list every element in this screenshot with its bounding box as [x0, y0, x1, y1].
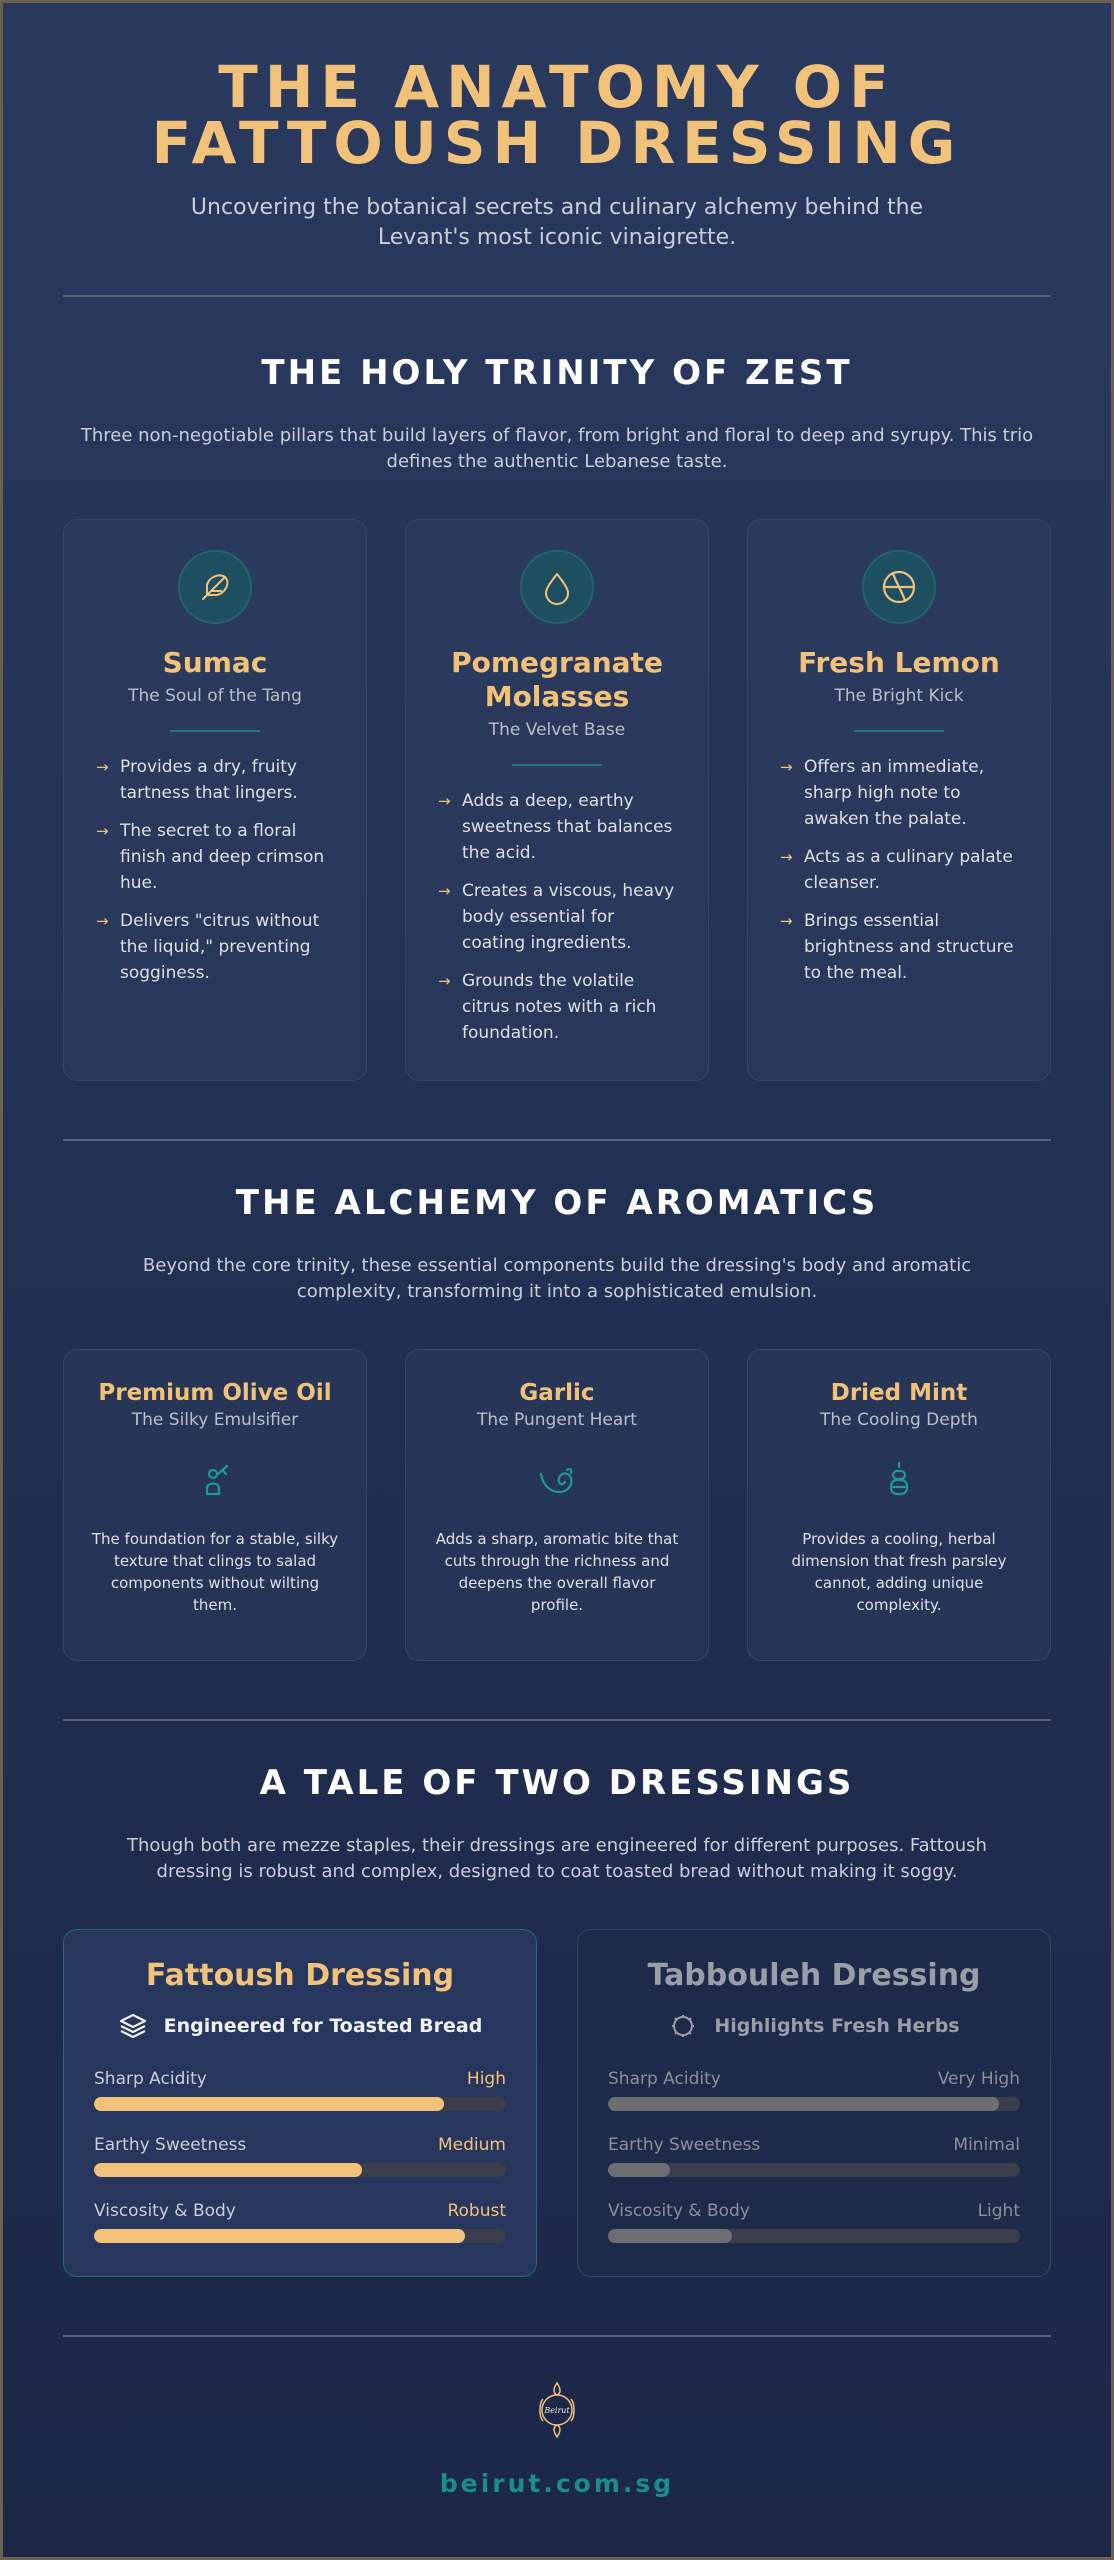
- metric-value: Minimal: [953, 2135, 1020, 2155]
- citrus-slice-icon: [862, 550, 936, 624]
- metric-bar: [94, 2229, 506, 2243]
- metric-label: Viscosity & Body: [608, 2201, 750, 2221]
- svg-text:Beirut: Beirut: [544, 2406, 570, 2415]
- trinity-card-pomegranate-molasses: [405, 519, 709, 1081]
- section-intro-aromatics: Beyond the core trinity, these essential components build the dressing's body and aromatic complexity, transforming it into a sophisticated emulsion.: [142, 1255, 972, 1302]
- list-item: → Adds a deep, earthy sweetness that balances the acid.: [438, 788, 678, 866]
- aromatic-name: Garlic: [519, 1380, 595, 1406]
- list-item: → Acts as a culinary palate cleanser.: [780, 844, 1020, 896]
- metric-viscosity-body: [94, 2201, 506, 2243]
- aromatic-card-olive-oil: [63, 1349, 367, 1661]
- list-item: → Brings essential brightness and structure to the meal.: [780, 908, 1020, 986]
- dressing-name: Fattoush Dressing: [145, 1958, 455, 1993]
- olive-oil-icon: [195, 1460, 235, 1500]
- section-intro-trinity: Three non-negotiable pillars that build layers of flavor, from bright and floral to deep and syrupy. This trio defines the authentic Lebanese taste.: [80, 425, 1034, 472]
- metric-earthy-sweetness: [94, 2135, 506, 2177]
- ingredient-name: Fresh Lemon: [798, 646, 1000, 679]
- list-item: → Delivers "citrus without the liquid," preventing sogginess.: [96, 908, 336, 986]
- card-rule: [854, 730, 944, 732]
- metric-value: Robust: [447, 2201, 506, 2221]
- page: [3, 3, 1111, 2557]
- card-rule: [170, 730, 260, 732]
- list-item: → Offers an immediate, sharp high note to awaken the palate.: [780, 754, 1020, 832]
- metric-fill: [94, 2097, 444, 2111]
- aromatic-description: Adds a sharp, aromatic bite that cuts through the richness and deepens the overall flavor profile.: [435, 1530, 679, 1614]
- metric-label: Earthy Sweetness: [94, 2135, 247, 2155]
- main-title: [3, 53, 1111, 177]
- list-item: → Creates a viscous, heavy body essential for coating ingredients.: [438, 878, 678, 956]
- metric-sharp-acidity: [94, 2069, 506, 2111]
- section-divider: [63, 1139, 1051, 1141]
- metric-earthy-sweetness: [608, 2135, 1020, 2177]
- aromatic-description: Provides a cooling, herbal dimension that fresh parsley cannot, adding unique complexity.: [791, 1530, 1007, 1614]
- layers-icon: [118, 2011, 148, 2041]
- metric-value: Medium: [438, 2135, 506, 2155]
- aromatic-tagline: The Pungent Heart: [477, 1410, 637, 1430]
- metric-fill: [608, 2163, 670, 2177]
- dressing-subtitle: Highlights Fresh Herbs: [608, 2011, 1020, 2041]
- metric-viscosity-body: [608, 2201, 1020, 2243]
- metric-fill: [608, 2229, 732, 2243]
- section-divider: [63, 295, 1051, 297]
- ingredient-tagline: The Bright Kick: [834, 686, 964, 706]
- main-subtitle: Uncovering the botanical secrets and culinary alchemy behind the Levant's most iconic vinaigrette.: [190, 195, 924, 250]
- metric-label: Sharp Acidity: [608, 2069, 721, 2089]
- aromatic-tagline: The Silky Emulsifier: [131, 1410, 299, 1430]
- section-divider: [63, 2335, 1051, 2337]
- mint-leaves-icon: [879, 1460, 919, 1500]
- ingredient-name: Sumac: [162, 646, 268, 679]
- aromatic-card-dried-mint: [747, 1349, 1051, 1661]
- metric-fill: [94, 2163, 362, 2177]
- footer-site-link[interactable]: beirut.com.sg: [439, 2469, 675, 2498]
- metric-fill: [608, 2097, 999, 2111]
- herb-wreath-icon: [668, 2011, 698, 2041]
- aromatic-card-garlic: [405, 1349, 709, 1661]
- metric-label: Viscosity & Body: [94, 2201, 236, 2221]
- main-title-line2: FATTOUSH DRESSING: [151, 109, 963, 177]
- ingredient-points: [406, 788, 708, 1046]
- section-title-aromatics: THE ALCHEMY OF AROMATICS: [235, 1183, 879, 1223]
- metric-bar: [608, 2229, 1020, 2243]
- metric-value: High: [466, 2069, 506, 2089]
- dressing-subtitle: Engineered for Toasted Bread: [94, 2011, 506, 2041]
- trinity-card-fresh-lemon: [747, 519, 1051, 1081]
- metric-label: Sharp Acidity: [94, 2069, 207, 2089]
- metric-sharp-acidity: [608, 2069, 1020, 2111]
- ingredient-points: [748, 754, 1050, 986]
- metric-bar: [608, 2097, 1020, 2111]
- section-divider: [63, 1719, 1051, 1721]
- aromatic-name: Dried Mint: [830, 1380, 968, 1406]
- metric-value: Very High: [937, 2069, 1020, 2089]
- header: [3, 53, 1111, 253]
- list-item: → Provides a dry, fruity tartness that lingers.: [96, 754, 336, 806]
- metric-bar: [94, 2163, 506, 2177]
- aromatic-name: Premium Olive Oil: [98, 1380, 332, 1406]
- main-title-line1: THE ANATOMY OF: [218, 53, 896, 121]
- ingredient-tagline: The Velvet Base: [488, 720, 626, 740]
- dressing-name: Tabbouleh Dressing: [647, 1958, 981, 1993]
- dressing-card-fattoush: [63, 1929, 537, 2277]
- aromatic-description: The foundation for a stable, silky texture that clings to salad components without wilting them.: [91, 1530, 339, 1614]
- ingredient-points: [64, 754, 366, 986]
- section-title-comparison: A TALE OF TWO DRESSINGS: [259, 1763, 855, 1803]
- trinity-card-sumac: [63, 519, 367, 1081]
- list-item: → The secret to a floral finish and deep crimson hue.: [96, 818, 336, 896]
- droplet-icon: [520, 550, 594, 624]
- feather-icon: [178, 550, 252, 624]
- metric-value: Light: [977, 2201, 1020, 2221]
- beirut-logo[interactable]: [537, 2379, 577, 2441]
- metric-bar: [608, 2163, 1020, 2177]
- section-title-trinity: THE HOLY TRINITY OF ZEST: [261, 353, 853, 393]
- card-rule: [512, 764, 602, 766]
- aromatic-tagline: The Cooling Depth: [820, 1410, 978, 1430]
- metric-bar: [94, 2097, 506, 2111]
- dressing-card-tabbouleh: [577, 1929, 1051, 2277]
- garlic-icon: [537, 1460, 577, 1500]
- section-intro-comparison: Though both are mezze staples, their dressings are engineered for different purposes. Fattoush dressing is robust and complex, designed to coat toasted bread without making it soggy.: [127, 1835, 987, 1882]
- ingredient-tagline: The Soul of the Tang: [128, 686, 302, 706]
- ingredient-name: Pomegranate Molasses: [451, 646, 663, 713]
- metric-fill: [94, 2229, 465, 2243]
- list-item: → Grounds the volatile citrus notes with a rich foundation.: [438, 968, 678, 1046]
- metric-label: Earthy Sweetness: [608, 2135, 761, 2155]
